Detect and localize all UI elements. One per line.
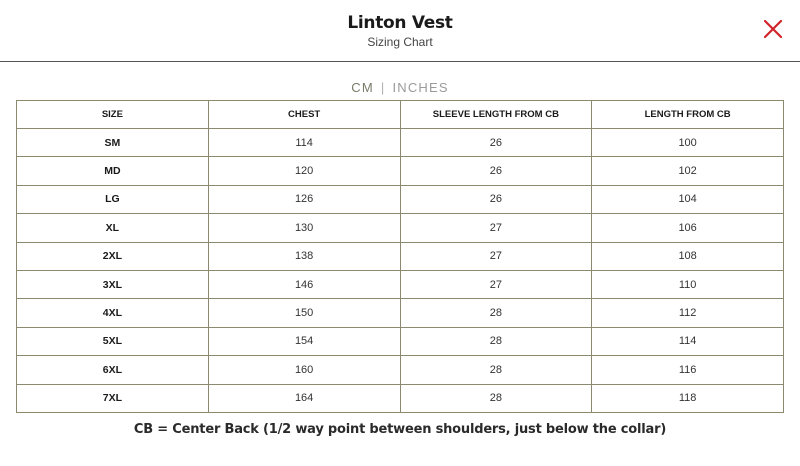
size-cell: MD bbox=[17, 157, 209, 185]
table-row bbox=[17, 270, 784, 298]
table-row bbox=[17, 384, 784, 412]
table-row bbox=[17, 157, 784, 185]
table-row bbox=[17, 327, 784, 355]
sleeve-length-cell: 26 bbox=[400, 157, 592, 185]
column-header-sleeve-length: SLEEVE LENGTH FROM CB bbox=[400, 101, 592, 129]
size-cell: 5XL bbox=[17, 327, 209, 355]
length-cell: 104 bbox=[592, 185, 784, 213]
modal-subtitle: Sizing Chart bbox=[367, 35, 433, 49]
size-cell: 2XL bbox=[17, 242, 209, 270]
chest-cell: 114 bbox=[208, 129, 400, 157]
column-header-length: LENGTH FROM CB bbox=[592, 101, 784, 129]
chest-cell: 154 bbox=[208, 327, 400, 355]
sleeve-length-cell: 26 bbox=[400, 185, 592, 213]
chest-cell: 160 bbox=[208, 356, 400, 384]
length-cell: 118 bbox=[592, 384, 784, 412]
table-row bbox=[17, 185, 784, 213]
table-body bbox=[17, 129, 784, 413]
size-cell: 4XL bbox=[17, 299, 209, 327]
sleeve-length-cell: 26 bbox=[400, 129, 592, 157]
table-row bbox=[17, 242, 784, 270]
length-cell: 110 bbox=[592, 270, 784, 298]
length-cell: 108 bbox=[592, 242, 784, 270]
sleeve-length-cell: 27 bbox=[400, 214, 592, 242]
chest-cell: 138 bbox=[208, 242, 400, 270]
table-header-row bbox=[17, 101, 784, 129]
length-cell: 116 bbox=[592, 356, 784, 384]
column-header-size: SIZE bbox=[17, 101, 209, 129]
product-title: Linton Vest bbox=[347, 13, 453, 33]
unit-separator: | bbox=[380, 80, 386, 95]
chest-cell: 164 bbox=[208, 384, 400, 412]
size-cell: 7XL bbox=[17, 384, 209, 412]
unit-cm-option[interactable]: CM bbox=[351, 80, 374, 95]
center-back-note: CB = Center Back (1/2 way point between shoulders, just below the collar) bbox=[133, 421, 667, 437]
length-cell: 112 bbox=[592, 299, 784, 327]
sleeve-length-cell: 28 bbox=[400, 356, 592, 384]
chest-cell: 150 bbox=[208, 299, 400, 327]
close-button[interactable] bbox=[762, 18, 784, 40]
unit-toggle bbox=[0, 80, 800, 95]
sleeve-length-cell: 27 bbox=[400, 270, 592, 298]
modal-header bbox=[0, 0, 800, 62]
chest-cell: 146 bbox=[208, 270, 400, 298]
length-cell: 106 bbox=[592, 214, 784, 242]
length-cell: 114 bbox=[592, 327, 784, 355]
size-cell: 3XL bbox=[17, 270, 209, 298]
column-header-chest: CHEST bbox=[208, 101, 400, 129]
unit-inches-option[interactable]: INCHES bbox=[392, 80, 449, 95]
table-row bbox=[17, 299, 784, 327]
chest-cell: 130 bbox=[208, 214, 400, 242]
table-row bbox=[17, 129, 784, 157]
sizing-table bbox=[16, 100, 784, 413]
chest-cell: 126 bbox=[208, 185, 400, 213]
size-cell: SM bbox=[17, 129, 209, 157]
sleeve-length-cell: 28 bbox=[400, 327, 592, 355]
table-row bbox=[17, 356, 784, 384]
length-cell: 102 bbox=[592, 157, 784, 185]
sleeve-length-cell: 27 bbox=[400, 242, 592, 270]
sleeve-length-cell: 28 bbox=[400, 299, 592, 327]
sleeve-length-cell: 28 bbox=[400, 384, 592, 412]
size-cell: 6XL bbox=[17, 356, 209, 384]
size-cell: LG bbox=[17, 185, 209, 213]
close-icon bbox=[762, 18, 784, 40]
table-row bbox=[17, 214, 784, 242]
length-cell: 100 bbox=[592, 129, 784, 157]
chest-cell: 120 bbox=[208, 157, 400, 185]
size-cell: XL bbox=[17, 214, 209, 242]
